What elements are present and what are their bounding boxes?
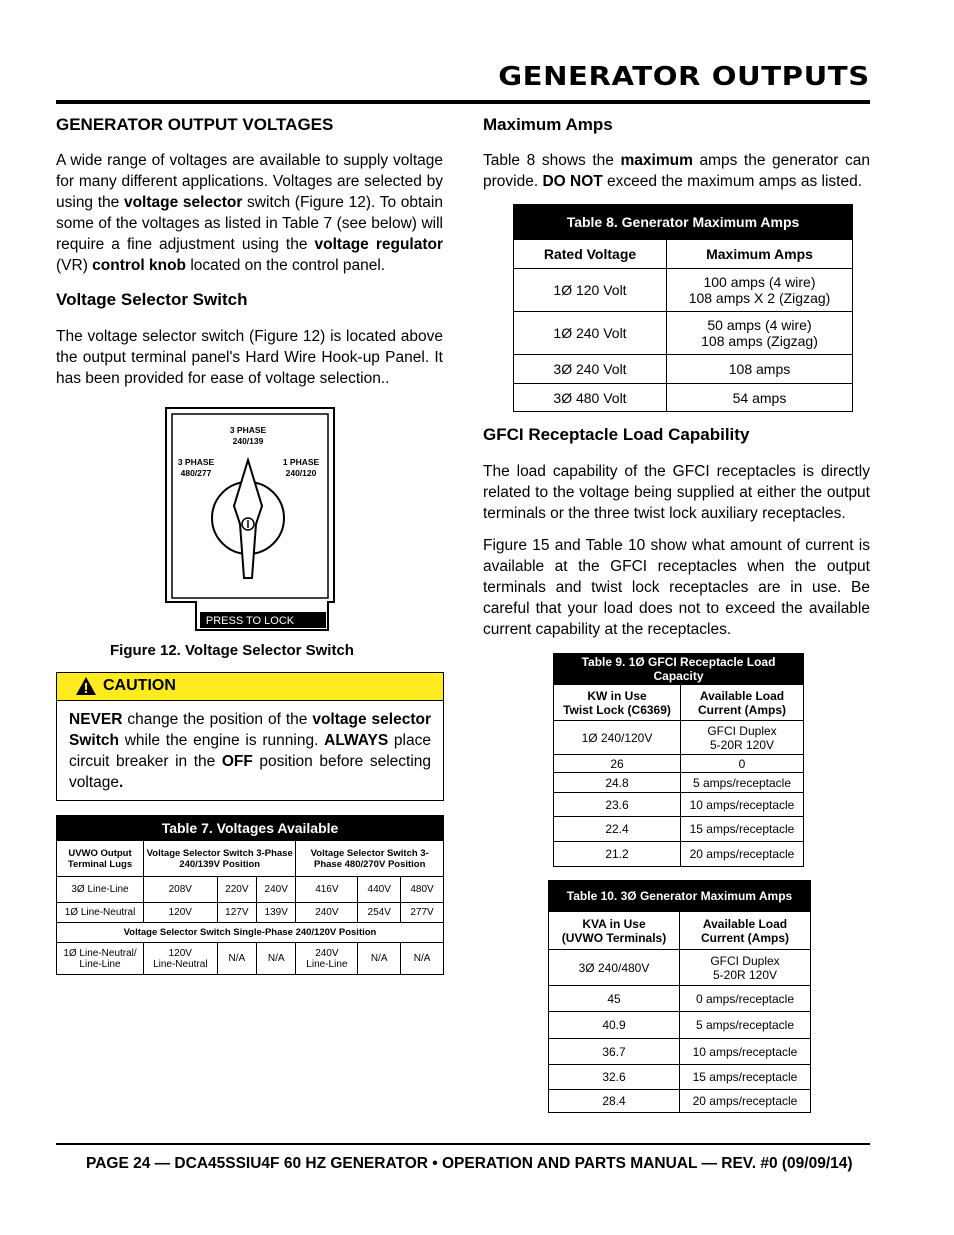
table-cell: 24.8 [554, 773, 681, 793]
table-cell: N/A [401, 943, 444, 975]
table-cell: 1Ø Line-Neutral/ Line-Line [57, 943, 144, 975]
table-cell: N/A [217, 943, 256, 975]
table-cell: N/A [358, 943, 401, 975]
table-cell: 54 amps [667, 384, 853, 412]
table-cell: 20 amps/receptacle [680, 1090, 811, 1113]
footer-rule [56, 1143, 870, 1145]
table-cell: 1Ø Line-Neutral [57, 903, 144, 923]
table-cell: 440V [358, 877, 401, 903]
table-cell: 10 amps/receptacle [681, 793, 804, 817]
page-footer: PAGE 24 — DCA45SSIU4F 60 HZ GENERATOR • OPERATION AND PARTS MANUAL — REV. #0 (09/09/14) [86, 1155, 853, 1172]
table-row [57, 943, 444, 975]
table-cell: 0 amps/receptacle [680, 986, 811, 1012]
table-cell: N/A [257, 943, 296, 975]
paragraph-voltage-selector: The voltage selector switch (Figure 12) is located above the output terminal panel's Hard Wire Hook-up Panel. It has been provided for ease of voltage selection.. [56, 328, 443, 387]
table-cell: 21.2 [554, 842, 681, 867]
header-rule [56, 100, 870, 104]
table-cell: 120V [144, 903, 218, 923]
table-cell: 3Ø 240/480V [549, 950, 680, 986]
table-row [514, 355, 853, 384]
table-cell: 1Ø 240/120V [554, 721, 681, 755]
table-cell: 10 amps/receptacle [680, 1039, 811, 1065]
table-row [554, 773, 804, 793]
table-cell: 254V [358, 903, 401, 923]
table-7-header-480: Voltage Selector Switch 3-Phase 480/270V Position [296, 841, 444, 877]
table-cell: 20 amps/receptacle [681, 842, 804, 867]
table-cell: 1Ø 120 Volt [514, 269, 667, 312]
fig-left-label-1: 3 PHASE [177, 457, 215, 467]
table-7-subheader: Voltage Selector Switch Single-Phase 240/120V Position [57, 923, 444, 943]
table-cell: 15 amps/receptacle [680, 1065, 811, 1090]
heading-voltage-selector: Voltage Selector Switch [56, 290, 248, 309]
table-cell: 416V [296, 877, 358, 903]
table-cell: GFCI Duplex 5-20R 120V [681, 721, 804, 755]
table-cell: 100 amps (4 wire) 108 amps X 2 (Zigzag) [667, 269, 853, 312]
table-row [514, 269, 853, 312]
table-cell: 15 amps/receptacle [681, 817, 804, 842]
table-cell: GFCI Duplex 5-20R 120V [680, 950, 811, 986]
table-cell: 277V [401, 903, 444, 923]
table-cell: 5 amps/receptacle [680, 1012, 811, 1039]
table-cell: 3Ø Line-Line [57, 877, 144, 903]
table-7-voltages [56, 815, 444, 975]
table-row [549, 1012, 811, 1039]
fig-right-label-2: 240/120 [285, 468, 317, 478]
table-cell: 0 [681, 755, 804, 773]
table-9-gfci-capacity [553, 653, 804, 867]
table-10-caption: Table 10. 3Ø Generator Maximum Amps [549, 881, 811, 912]
heading-gfci: GFCI Receptacle Load Capability [483, 425, 750, 444]
caution-box [56, 672, 444, 801]
table-8-max-amps [513, 204, 853, 412]
table-cell: 3Ø 480 Volt [514, 384, 667, 412]
table-7-caption: Table 7. Voltages Available [57, 816, 444, 841]
heading-maximum-amps: Maximum Amps [483, 115, 613, 134]
table-10-header-kva: KVA in Use (UVWO Terminals) [549, 912, 680, 950]
table-8-header-voltage: Rated Voltage [514, 240, 667, 269]
table-cell: 32.6 [549, 1065, 680, 1090]
table-row [554, 793, 804, 817]
table-row [57, 903, 444, 923]
caution-header [57, 673, 443, 701]
table-row [549, 986, 811, 1012]
table-cell: 22.4 [554, 817, 681, 842]
table-9-caption: Table 9. 1Ø GFCI Receptacle Load Capacity [554, 654, 804, 685]
table-9-header-current: Available Load Current (Amps) [681, 685, 804, 721]
table-row [549, 1090, 811, 1113]
fig-top-label-2: 240/139 [232, 436, 264, 446]
table-cell: 50 amps (4 wire) 108 amps (Zigzag) [667, 312, 853, 355]
press-to-lock-label: PRESS TO LOCK [205, 615, 295, 627]
voltage-selector-switch-figure [160, 406, 340, 636]
table-8-header-amps: Maximum Amps [667, 240, 853, 269]
table-cell: 23.6 [554, 793, 681, 817]
table-cell: 108 amps [667, 355, 853, 384]
table-cell: 26 [554, 755, 681, 773]
table-cell: 120V Line-Neutral [144, 943, 218, 975]
table-cell: 240V [257, 877, 296, 903]
table-10-header-current: Available Load Current (Amps) [680, 912, 811, 950]
caution-text: NEVER change the position of the voltage selector Switch while the engine is running. ALWAYS place circuit breaker in the OFF position before selecting voltage. [69, 711, 432, 791]
table-8-caption: Table 8. Generator Maximum Amps [514, 205, 853, 240]
table-row [554, 842, 804, 867]
table-row [549, 1065, 811, 1090]
table-cell: 45 [549, 986, 680, 1012]
heading-output-voltages: GENERATOR OUTPUT VOLTAGES [56, 115, 334, 134]
table-row [514, 384, 853, 412]
table-row [549, 1039, 811, 1065]
fig-top-label-1: 3 PHASE [229, 425, 267, 435]
table-row [554, 721, 804, 755]
table-cell: 127V [217, 903, 256, 923]
table-7-header-lugs: UVWO Output Terminal Lugs [57, 841, 144, 877]
paragraph-maximum-amps: Table 8 shows the maximum amps the generator can provide. DO NOT exceed the maximum amps as listed. [483, 152, 870, 190]
caution-label: CAUTION [103, 677, 176, 694]
table-cell: 5 amps/receptacle [681, 773, 804, 793]
table-9-header-kw: KW in Use Twist Lock (C6369) [554, 685, 681, 721]
table-row [549, 950, 811, 986]
table-cell: 480V [401, 877, 444, 903]
paragraph-gfci-2: Figure 15 and Table 10 show what amount of current is available at the GFCI receptacles when the output terminals and twist lock receptacles are in use. Be careful that your load does not to exceed the available current capability at the receptacles. [483, 537, 870, 638]
table-row [554, 755, 804, 773]
table-row [554, 817, 804, 842]
table-10-generator-amps [548, 880, 811, 1113]
table-cell: 220V [217, 877, 256, 903]
paragraph-gfci-1: The load capability of the GFCI receptacles is directly related to the voltage being supplied at either the output terminals or the three twist lock auxiliary receptacles. [483, 463, 870, 522]
table-cell: 28.4 [549, 1090, 680, 1113]
table-cell: 240V Line-Line [296, 943, 358, 975]
paragraph-output-voltages: A wide range of voltages are available to supply voltage for many different applications. Voltages are selected by using the voltage selector switch (Figure 12). To obtain some of the voltages as listed in Table 7 (see below) will require a fine adjustment using the voltage regulator (VR) control knob located on the control panel. [56, 152, 443, 274]
table-cell: 240V [296, 903, 358, 923]
fig-left-label-2: 480/277 [180, 468, 212, 478]
warning-triangle-icon [75, 676, 97, 696]
figure-12-caption: Figure 12. Voltage Selector Switch [110, 642, 354, 659]
table-cell: 1Ø 240 Volt [514, 312, 667, 355]
table-cell: 3Ø 240 Volt [514, 355, 667, 384]
fig-right-label-1: 1 PHASE [282, 457, 320, 467]
table-cell: 139V [257, 903, 296, 923]
table-row [514, 312, 853, 355]
page-title: GENERATOR OUTPUTS [498, 62, 870, 92]
table-cell: 208V [144, 877, 218, 903]
table-row [57, 877, 444, 903]
table-7-header-240: Voltage Selector Switch 3-Phase 240/139V Position [144, 841, 296, 877]
table-cell: 36.7 [549, 1039, 680, 1065]
table-cell: 40.9 [549, 1012, 680, 1039]
